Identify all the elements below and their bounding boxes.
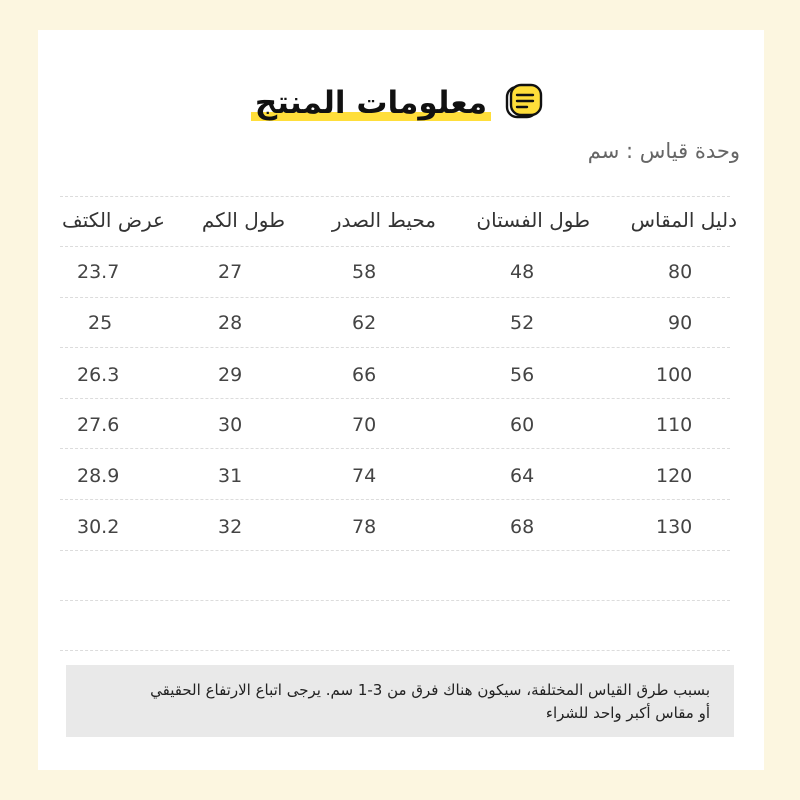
divider (60, 347, 730, 348)
cell-sleeve-length: 28 (218, 312, 243, 334)
cell-dress-length: 56 (510, 364, 535, 386)
table-row (0, 512, 800, 542)
cell-shoulder-width: 27.6 (77, 414, 120, 436)
cell-sleeve-length: 27 (218, 261, 243, 283)
cell-size: 110 (656, 414, 693, 436)
cell-dress-length: 48 (510, 261, 535, 283)
divider (60, 499, 730, 500)
column-header-bust: محيط الصدر (331, 208, 436, 232)
table-header (0, 205, 800, 235)
cell-bust: 66 (352, 364, 377, 386)
cell-size: 130 (656, 516, 693, 538)
divider (60, 650, 730, 651)
title-area (0, 78, 800, 128)
cell-shoulder-width: 28.9 (77, 465, 120, 487)
table-row (0, 360, 800, 390)
cell-shoulder-width: 23.7 (77, 261, 120, 283)
cell-bust: 74 (352, 465, 377, 487)
cell-sleeve-length: 32 (218, 516, 243, 538)
cell-shoulder-width: 30.2 (77, 516, 120, 538)
cell-bust: 58 (352, 261, 377, 283)
cell-sleeve-length: 29 (218, 364, 243, 386)
table-row (0, 461, 800, 491)
divider (60, 398, 730, 399)
cell-dress-length: 64 (510, 465, 535, 487)
cell-sleeve-length: 30 (218, 414, 243, 436)
table-row (0, 410, 800, 440)
column-header-dress-length: طول الفستان (476, 208, 590, 232)
cell-size: 80 (668, 261, 693, 283)
cell-bust: 62 (352, 312, 377, 334)
column-header-sleeve-length: طول الكم (201, 208, 285, 232)
cell-shoulder-width: 25 (88, 312, 113, 334)
divider (60, 196, 730, 197)
cell-bust: 78 (352, 516, 377, 538)
table-row (0, 308, 800, 338)
cell-size: 100 (656, 364, 693, 386)
divider (60, 448, 730, 449)
measurement-note (66, 665, 734, 737)
cell-dress-length: 68 (510, 516, 535, 538)
divider (60, 550, 730, 551)
table-row (0, 257, 800, 287)
note-line-1: بسبب طرق القياس المختلفة، سيكون هناك فرق من 3-1 سم. يرجى اتباع الارتفاع الحقيقي (150, 681, 710, 699)
divider (60, 297, 730, 298)
divider (60, 600, 730, 601)
cell-bust: 70 (352, 414, 377, 436)
note-text (150, 679, 710, 725)
divider (60, 246, 730, 247)
document-lines-icon (499, 81, 549, 125)
page-title: معلومات المنتج (251, 83, 491, 123)
unit-label: وحدة قياس : سم (587, 139, 740, 163)
cell-size: 120 (656, 465, 693, 487)
cell-size: 90 (668, 312, 693, 334)
column-header-shoulder-width: عرض الكتف (62, 208, 165, 232)
note-line-2: أو مقاس أكبر واحد للشراء (545, 704, 710, 722)
cell-dress-length: 52 (510, 312, 535, 334)
cell-shoulder-width: 26.3 (77, 364, 120, 386)
column-header-size: دليل المقاس (630, 208, 737, 232)
cell-sleeve-length: 31 (218, 465, 243, 487)
cell-dress-length: 60 (510, 414, 535, 436)
